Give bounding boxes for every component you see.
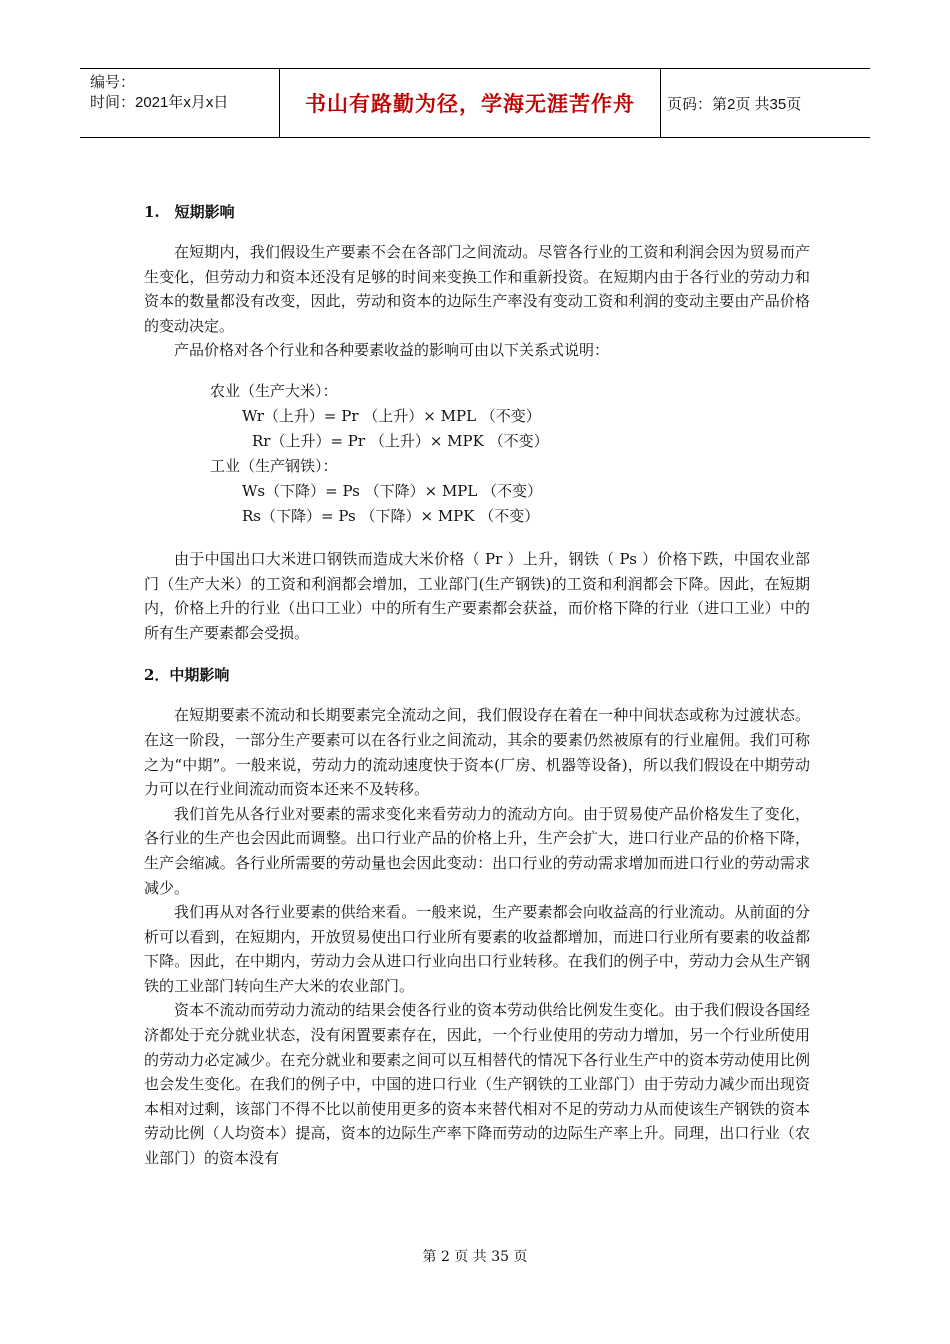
formula-heading-agriculture: 农业（生产大米）：	[210, 381, 338, 400]
page-footer: 第 2 页 共 35 页	[422, 1249, 528, 1265]
paragraph: 我们再从对各行业要素的供给来看。一般来说，生产要素都会向收益高的行业流动。从前面的分析可以看到，在短期内，开放贸易使出口行业所有要素的收益都增加，而进口行业所有要素的收益都下降。因此，在中期内，劳动力会从进口行业向出口行业转移。在我们的例子中，劳动力会从生产钢铁的工业部门转向生产大米的农业部门。	[144, 903, 810, 995]
header-number-label: 编号：	[90, 74, 136, 91]
paragraph: 由于中国出口大米进口钢铁而造成大米价格（ Pr ）上升，钢铁（ Ps ）价格下跌，中国农业部门（生产大米）的工资和利润都会增加，工业部门(生产钢铁)的工资和利润都会下降。因此，在短期内，价格上升的行业（出口工业）中的所有生产要素都会获益，而价格下降的行业（进口工业）中的所有生产要素都会受损。	[144, 549, 810, 642]
formula-heading-industry: 工业（生产钢铁）：	[210, 456, 338, 475]
header-meta	[80, 69, 280, 137]
paragraph: 在短期要素不流动和长期要素完全流动之间，我们假设存在着在一种中间状态或称为过渡状态。在这一阶段，一部分生产要素可以在各行业之间流动，其余的要素仍然被原有的行业雇佣。我们可称之为“中期”。一般来说，劳动力的流动速度快于资本(厂房、机器等设备)，所以我们假设在中期劳动力可以在行业间流动而资本还来不及转移。	[144, 706, 810, 799]
formula-line: Wr（上升）= Pr （上升）× MPL （不变）	[242, 406, 541, 425]
header-time-label: 时间：2021年x月x日	[90, 94, 229, 111]
section-title-medium-term: 2．中期影响	[144, 666, 230, 685]
paragraph: 我们首先从各行业对要素的需求变化来看劳动力的流动方向。由于贸易使产品价格发生了变化，各行业的生产也会因此而调整。出口行业产品的价格上升，生产会扩大，进口行业产品的价格下降，生产会缩减。各行业所需要的劳动量也会因此变动：出口行业的劳动需求增加而进口行业的劳动需求减少。	[144, 804, 810, 897]
formula-line: Rr（上升）= Pr （上升）× MPK （不变）	[252, 431, 549, 450]
section-title-short-term: 1. 短期影响	[144, 203, 235, 221]
formula-line: Ws（下降）= Ps （下降）× MPL （不变）	[242, 481, 543, 500]
formula-block	[144, 379, 810, 529]
header-page-info: 页码：第2页 共35页	[667, 95, 802, 113]
paragraph: 资本不流动而劳动力流动的结果会使各行业的资本劳动供给比例发生变化。由于我们假设各国经济都处于充分就业状态，没有闲置要素存在，因此，一个行业使用的劳动力增加，另一个行业所使用的劳动力必定减少。在充分就业和要素之间可以互相替代的情况下各行业生产中的资本劳动使用比例也会发生变化。在我们的例子中，中国的进口行业（生产钢铁的工业部门）由于劳动力减少而出现资本相对过剩，该部门不得不比以前使用更多的资本来替代相对不足的劳动力从而使该生产钢铁的资本劳动比例（人均资本）提高，资本的边际生产率下降而劳动的边际生产率上升。同理，出口行业（农业部门）的资本没有	[144, 1001, 810, 1168]
formula-line: Rs（下降）= Ps （下降）× MPK （不变）	[242, 506, 540, 525]
document-header	[80, 68, 870, 138]
paragraph: 产品价格对各个行业和各种要素收益的影响可由以下关系式说明：	[174, 341, 610, 360]
paragraph: 在短期内，我们假设生产要素不会在各部门之间流动。尽管各行业的工资和利润会因为贸易而产生变化，但劳动力和资本还没有足够的时间来变换工作和重新投资。在短期内由于各行业的劳动力和资本的数量都没有改变，因此，劳动和资本的边际生产率没有变动工资和利润的变动主要由产品价格的变动决定。	[144, 243, 810, 335]
document-body	[144, 200, 810, 1171]
header-motto: 书山有路勤为径，学海无涯苦作舟	[280, 69, 661, 137]
